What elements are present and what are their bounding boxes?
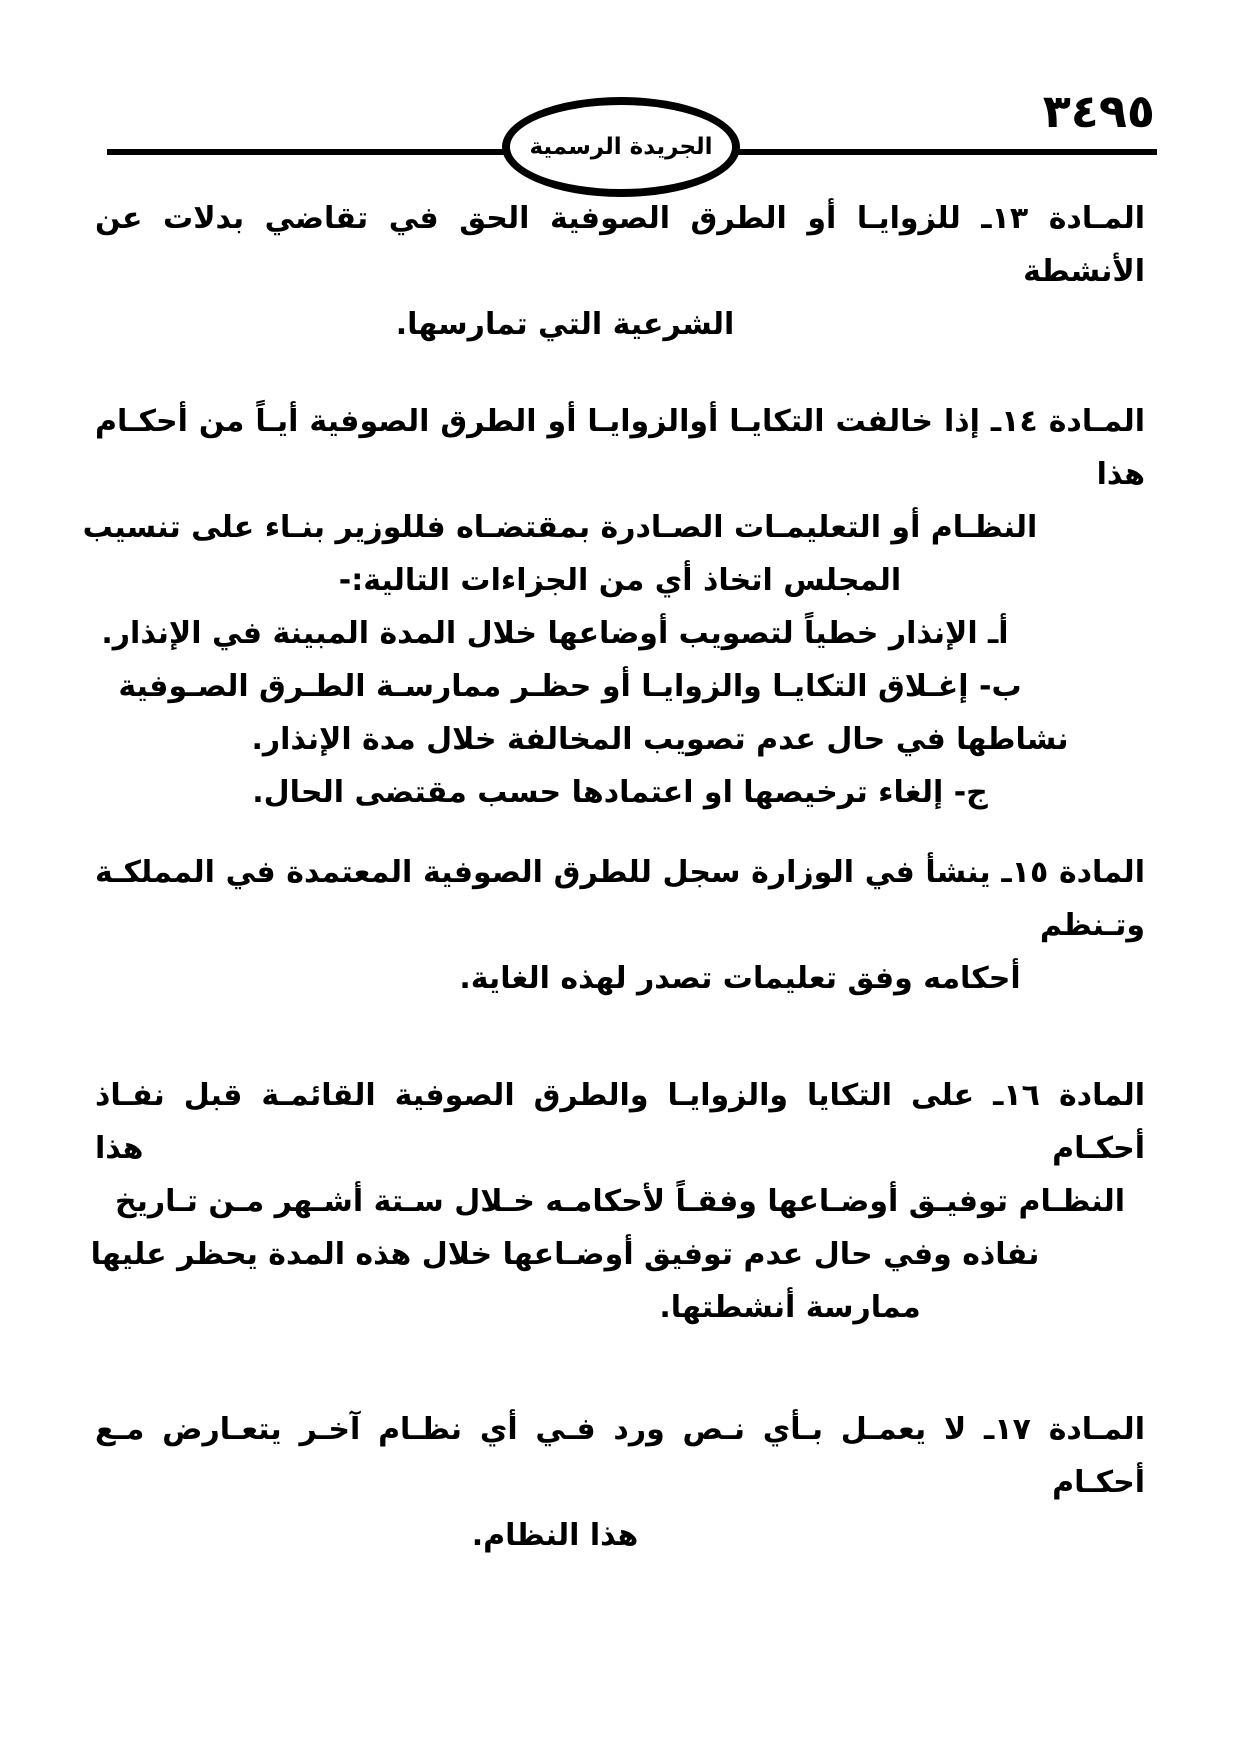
- article-17-line-2: هذا النظام.: [471, 1518, 639, 1553]
- article-14-item-b: ب- إغـلاق التكايـا والزوايـا أو حظـر ممارسـة الطـرق الصـوفية: [118, 669, 1022, 704]
- gazette-oval-badge: [502, 97, 740, 197]
- article-14-line-3: المجلس اتخاذ أي من الجزاءات التالية:-: [338, 563, 902, 598]
- article-14-line-2: النظـام أو التعليمـات الصـادرة بمقتضـاه فللوزير بنـاء على تنسيب: [82, 510, 1038, 545]
- article-15-line-1: المادة ١٥ـ ينشأ في الوزارة سجل للطرق الصوفية المعتمدة في المملكـة وتـنظم: [95, 855, 1145, 943]
- article-17: [95, 1403, 1145, 1562]
- article-14-item-a: أـ الإنذار خطياً لتصويب أوضاعها خلال المدة المبينة في الإنذار.: [101, 616, 1009, 651]
- article-13: [95, 192, 1145, 351]
- article-13-line-1: المـادة ١٣ـ للزوايـا أو الطرق الصوفية الحق في تقاضي بدلات عن الأنشطة: [95, 201, 1146, 289]
- article-17-line-1: المـادة ١٧ـ لا يعمـل بـأي نـص ورد فـي أي نظـام آخـر يتعـارض مـع أحكـام: [95, 1412, 1145, 1500]
- article-13-line-2: الشرعية التي تمارسها.: [395, 307, 735, 342]
- document-body: [82, 192, 1146, 1562]
- article-16-line-2: النظـام توفيـق أوضـاعها وفقـاً لأحكامـه خـلال سـتة أشـهر مـن تـاريخ: [114, 1184, 1126, 1219]
- article-14-item-b-cont: نشاطها في حال عدم تصويب المخالفة خلال مدة الإنذار.: [251, 722, 1069, 757]
- article-14: [82, 395, 1145, 819]
- page-number: ٣٤٩٥: [1042, 84, 1155, 138]
- article-15-line-2: أحكامه وفق تعليمات تصدر لهذه الغاية.: [459, 961, 1021, 996]
- article-16: [90, 1069, 1145, 1334]
- article-16-line-4: ممارسة أنشطتها.: [659, 1290, 921, 1325]
- article-16-line-1: المادة ١٦ـ على التكايا والزوايـا والطرق الصوفية القائمـة قبل نفـاذ أحكـام هذا: [95, 1078, 1145, 1166]
- article-14-line-1: المـادة ١٤ـ إذا خالفت التكايـا أوالزوايـا أو الطرق الصوفية أيـاً من أحكـام هذا: [95, 404, 1145, 492]
- article-15: [95, 846, 1145, 1005]
- article-16-line-3: نفاذه وفي حال عدم توفيق أوضـاعها خلال هذه المدة يحظر عليها: [90, 1237, 1040, 1272]
- gazette-title: الجريدة الرسمية: [529, 134, 713, 160]
- article-14-item-c: ج- إلغاء ترخيصها او اعتمادها حسب مقتضى الحال.: [252, 775, 988, 810]
